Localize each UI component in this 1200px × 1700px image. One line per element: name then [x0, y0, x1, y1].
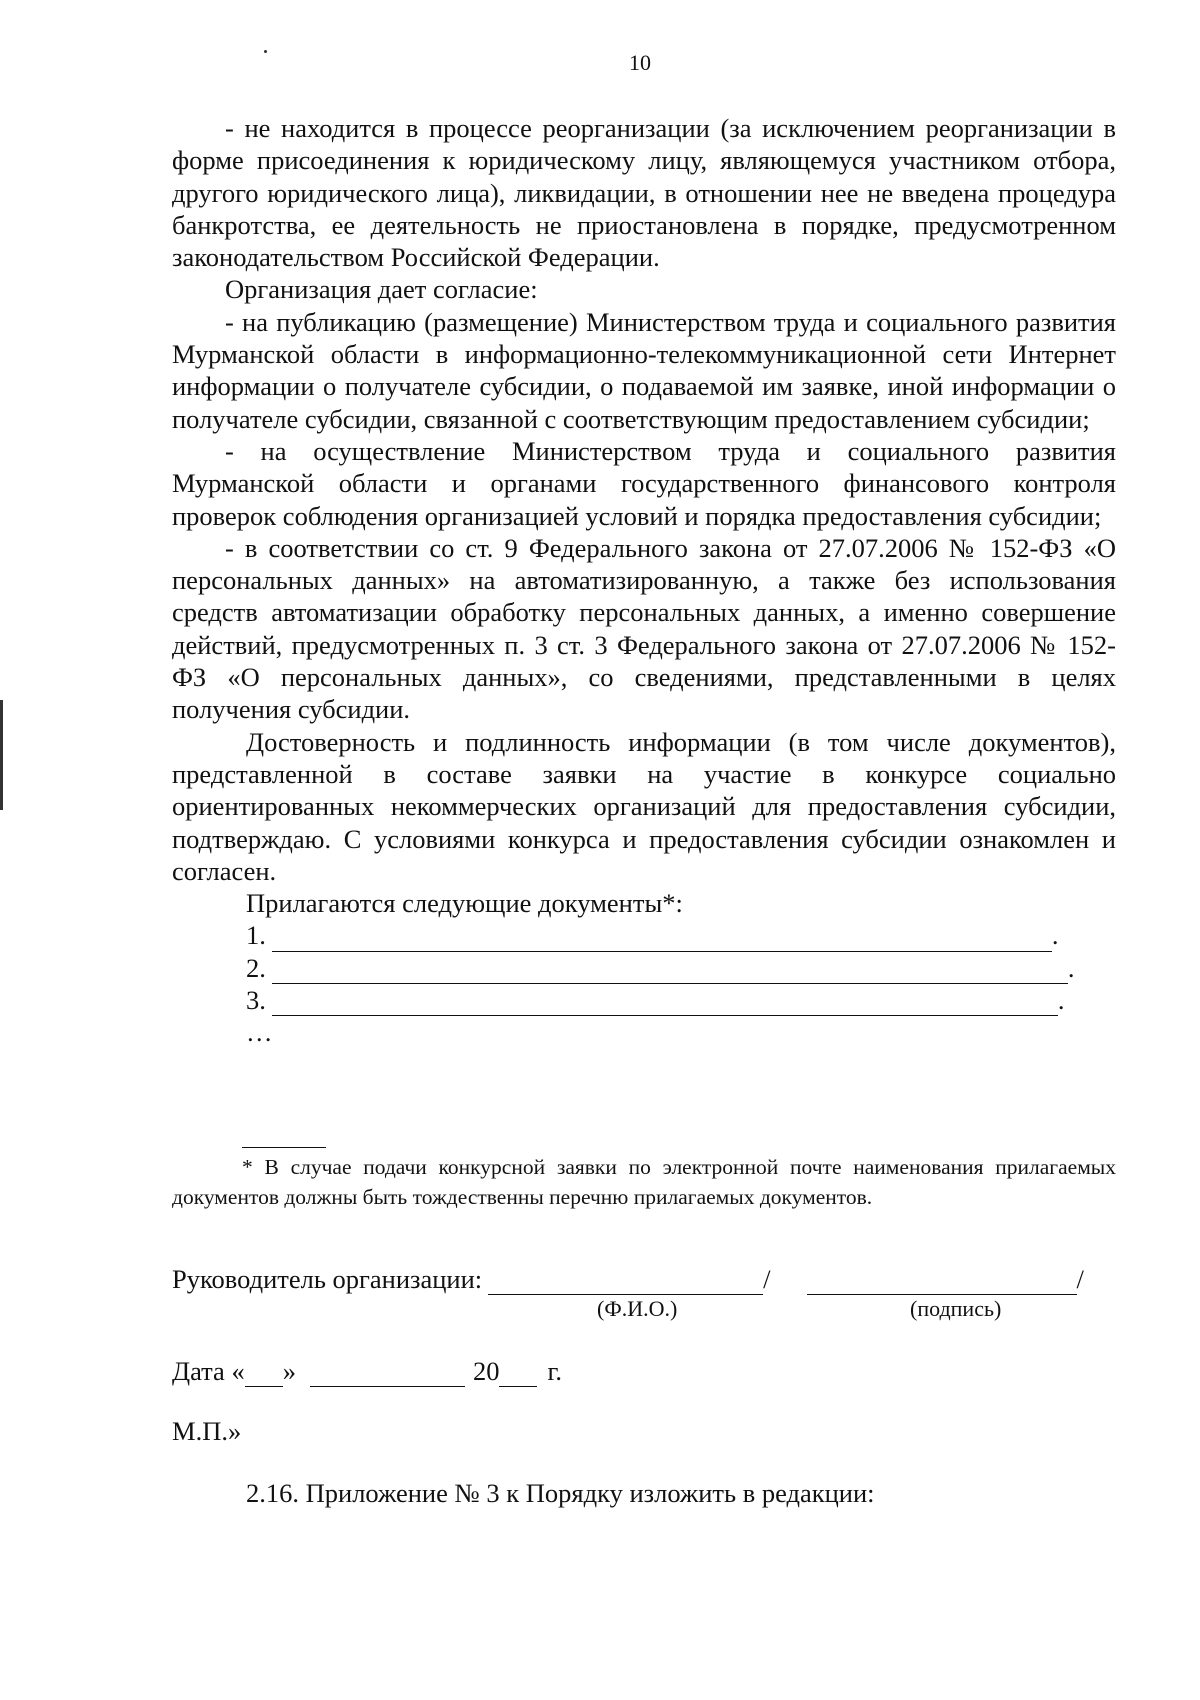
signature-row — [172, 1264, 1084, 1295]
amendment-text: 2.16. Приложение № 3 к Порядку изложить в редакции: — [246, 1478, 875, 1508]
date-row — [172, 1356, 562, 1387]
consent-intro: Организация дает согласие: — [225, 274, 538, 305]
separator: / — [1076, 1264, 1084, 1294]
date-label: Дата « — [172, 1356, 245, 1386]
footnote-text: * В случае подачи конкурсной заявки по электронной почте наименования прилагаемых документов должны быть тождественны перечню прилагаемых документов. — [172, 1155, 1116, 1209]
attachment-blank-1[interactable] — [272, 929, 1052, 952]
name-caption: (Ф.И.О.) — [597, 1296, 678, 1321]
month-blank[interactable] — [310, 1362, 465, 1387]
page-number: 10 — [629, 50, 651, 75]
attachment-blank-3[interactable] — [272, 993, 1058, 1016]
scan-edge-mark — [0, 700, 3, 810]
attachment-line-1 — [246, 919, 1116, 951]
attachment-number: 1. — [246, 920, 266, 951]
consent-inspection: - на осуществление Министерством труда и социального развития Мурманской области и органами государственного финансового контроля проверок соблюдения организацией условий и порядка предоставления субсидии; — [172, 435, 1116, 531]
signature-caption: (подпись) — [910, 1296, 1002, 1321]
reorganization-paragraph: - не находится в процессе реорганизации (за исключением реорганизации в форме присоединения к юридическому лицу, являющемуся участником отбора, другого юридического лица), ликвидации, в отношении нее не введена процедура банкротства, ее деятельность не приостановлена в порядке, предусмотренном законодательством Российской Федерации. — [172, 113, 1116, 273]
attachment-blank-2[interactable] — [272, 961, 1068, 984]
date-close-quote: » — [282, 1356, 296, 1386]
attachment-line-3 — [246, 984, 1116, 1016]
day-blank[interactable] — [245, 1362, 283, 1387]
separator: / — [763, 1264, 771, 1294]
consent-publication: - на публикацию (размещение) Министерством труда и социального развития Мурманской области в информационно-телекоммуникационной сети Интернет информации о получателе субсидии, о подаваемой им заявке, иной информации о получателе субсидии, связанной с соответствующим предоставлением субсидии; — [172, 306, 1116, 434]
confirmation-paragraph: Достоверность и подлинность информации (в том числе документов), представленной в составе заявки на участие в конкурсе социально ориентированных некоммерческих организаций для предоставления субсидии, подтверждаю. С условиями конкурса и предоставления субсидии ознакомлен и согласен. — [172, 726, 1116, 886]
signature-label: Руководитель организации: — [172, 1264, 483, 1294]
footnote-separator — [242, 1147, 326, 1148]
name-blank[interactable] — [488, 1270, 763, 1295]
document-body — [172, 112, 1116, 1049]
attachment-line-2 — [246, 952, 1116, 984]
consent-personal-data: - в соответствии со ст. 9 Федерального закона от 27.07.2006 № 152-ФЗ «О персональных данных» на автоматизированную, а также без использования средств автоматизации обработку персональных данных, а именно совершение действий, предусмотренных п. 3 ст. 3 Федерального закона от 27.07.2006 № 152-ФЗ «О персональных данных», со сведениями, представленными в целях получения субсидии. — [172, 532, 1116, 725]
attachment-end: . — [1067, 952, 1075, 983]
signature-blank[interactable] — [807, 1270, 1077, 1295]
attachment-end: . — [1057, 985, 1065, 1016]
attachment-number: 2. — [246, 952, 266, 983]
attachment-ellipsis: … — [246, 1017, 273, 1048]
attachment-end: . — [1051, 920, 1059, 951]
year-blank[interactable] — [499, 1362, 537, 1387]
year-prefix: 20 — [472, 1356, 500, 1386]
year-suffix: г. — [547, 1356, 562, 1386]
stamp-placeholder: М.П.» — [172, 1416, 242, 1446]
attachments-intro: Прилагаются следующие документы*: — [246, 888, 683, 919]
attachment-number: 3. — [246, 985, 266, 1016]
